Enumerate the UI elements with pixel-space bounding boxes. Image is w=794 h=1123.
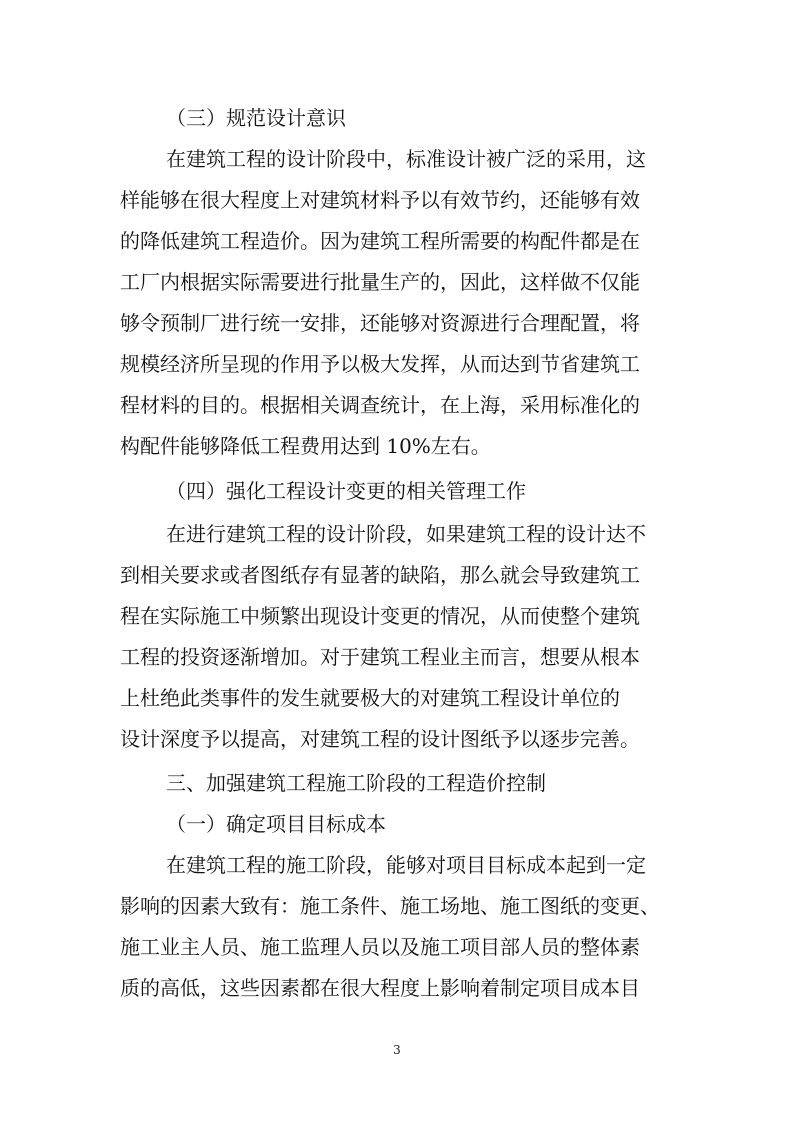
paragraph-line: 工程的投资逐渐增加。对于建筑工程业主而言，想要从根本 bbox=[120, 645, 640, 669]
paragraph-line: 程在实际施工中频繁出现设计变更的情况，从而使整个建筑 bbox=[120, 604, 640, 628]
paragraph-line: 在进行建筑工程的设计阶段，如果建筑工程的设计达不 bbox=[166, 522, 646, 546]
paragraph-line: 工厂内根据实际需要进行批量生产的，因此，这样做不仅能 bbox=[120, 270, 640, 294]
paragraph-line: 程材料的目的。根据相关调查统计，在上海，采用标准化的 bbox=[120, 393, 640, 417]
chapter-heading: 三、加强建筑工程施工阶段的工程造价控制 bbox=[166, 771, 546, 795]
section-heading: （一）确定项目目标成本 bbox=[166, 812, 386, 836]
paragraph-line: 在建筑工程的施工阶段，能够对项目目标成本起到一定 bbox=[166, 853, 646, 877]
paragraph-line: 影响的因素大致有：施工条件、施工场地、施工图纸的变更、 bbox=[120, 894, 660, 918]
paragraph-line: 规模经济所呈现的作用予以极大发挥，从而达到节省建筑工 bbox=[120, 352, 640, 376]
paragraph-line: 质的高低，这些因素都在很大程度上影响着制定项目成本目 bbox=[120, 976, 640, 1000]
paragraph-line: 设计深度予以提高，对建筑工程的设计图纸予以逐步完善。 bbox=[120, 727, 640, 751]
paragraph-line: 上杜绝此类事件的发生就要极大的对建筑工程设计单位的 bbox=[120, 686, 620, 710]
paragraph-line: 施工业主人员、施工监理人员以及施工项目部人员的整体素 bbox=[120, 935, 640, 959]
paragraph-line: 构配件能够降低工程费用达到 10%左右。 bbox=[120, 434, 491, 458]
paragraph-line: 够令预制厂进行统一安排，还能够对资源进行合理配置，将 bbox=[120, 311, 640, 335]
paragraph-line: 的降低建筑工程造价。因为建筑工程所需要的构配件都是在 bbox=[120, 229, 640, 253]
section-heading: （四）强化工程设计变更的相关管理工作 bbox=[166, 479, 526, 503]
paragraph-line: 到相关要求或者图纸存有显著的缺陷，那么就会导致建筑工 bbox=[120, 563, 640, 587]
paragraph-line: 在建筑工程的设计阶段中，标准设计被广泛的采用，这 bbox=[166, 147, 646, 171]
page-number: 3 bbox=[393, 1043, 401, 1057]
paragraph-line: 样能够在很大程度上对建筑材料予以有效节约，还能够有效 bbox=[120, 188, 640, 212]
section-heading: （三）规范设计意识 bbox=[166, 106, 346, 130]
